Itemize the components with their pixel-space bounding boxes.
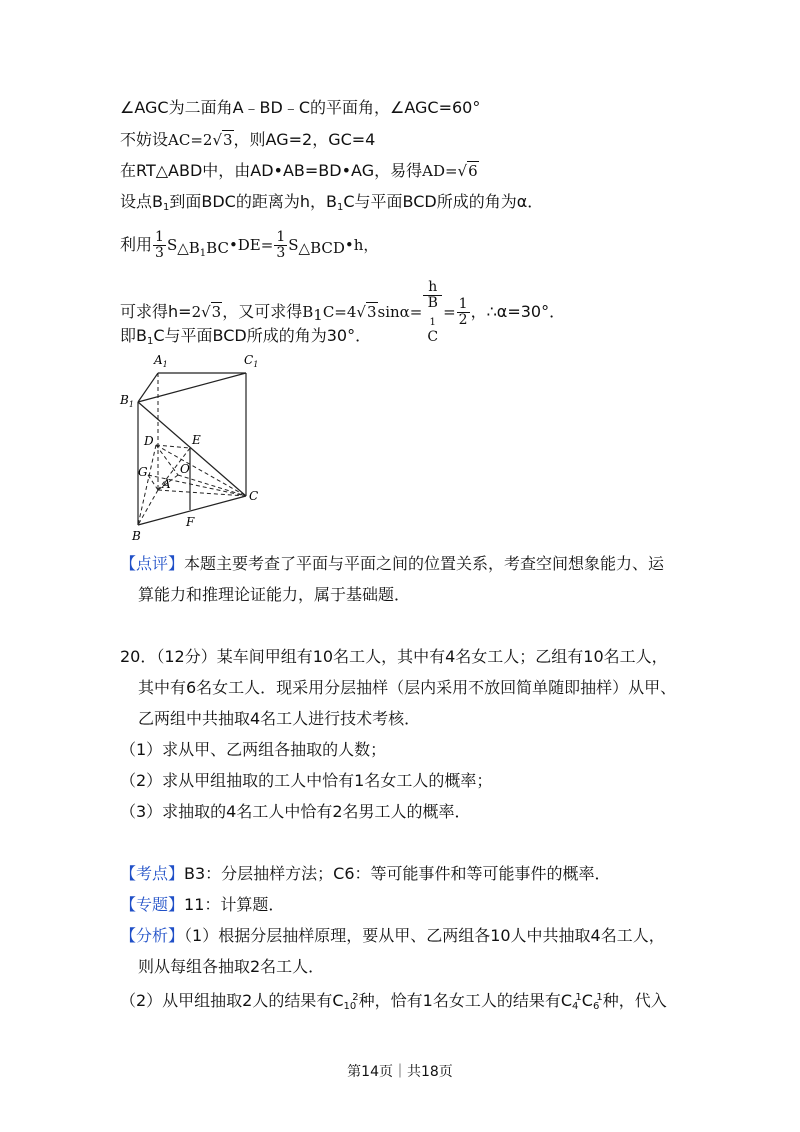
label-a1: $A_1$ (154, 353, 168, 369)
text: C与平面BCD所成的角为30°． (153, 326, 372, 345)
text-line (120, 191, 543, 219)
text: ，又可求得 (222, 302, 303, 321)
equation: S (166, 236, 178, 254)
fenxi-line (120, 925, 665, 947)
fraction: h B $_1$ C (423, 280, 442, 345)
text: 不妨设 (120, 130, 169, 149)
text-line (120, 129, 375, 151)
sqrt: √6 (457, 162, 478, 180)
text: （2）求从甲组抽取的工人中恰有1名女工人的概率； (120, 771, 493, 790)
label-c1: $C_1$ (244, 353, 259, 369)
question-part (120, 739, 386, 761)
subscript: 1 (336, 202, 344, 213)
text: （2）从甲组抽取2人的结果有C (120, 991, 344, 1010)
label-o: O (180, 462, 190, 476)
equation: B (302, 303, 314, 321)
kaodian-tag: 【考点】 (120, 864, 185, 883)
fenxi-line: （2）从甲组抽取2人的结果有$C_{10}^2$种，恰有1名女工人的结果有$C_4^1C_6^1$种，代入 (120, 991, 667, 1012)
comment-line (120, 553, 664, 575)
text: 乙两组中共抽取4名工人进行技术考核． (138, 709, 421, 728)
label-c: C (249, 489, 259, 503)
text: （1）求从甲、乙两组各抽取的人数； (120, 740, 387, 759)
zhuanti-tag: 【专题】 (120, 895, 185, 914)
text: 20．（12分）某车间甲组有10名工人，其中有4名女工人；乙组有10名工人， (120, 647, 668, 666)
text: 种，恰有1名女工人的结果有C (358, 991, 573, 1010)
sqrt: √3 (201, 303, 222, 321)
subscript: 1 (162, 202, 170, 213)
text: C与平面BCD所成的角为α． (343, 192, 544, 211)
label-b: B (132, 529, 141, 543)
text: 算能力和推理论证能力，属于基础题． (138, 585, 411, 604)
text: （3）求抽取的4名工人中恰有2名男工人的概率． (120, 802, 471, 821)
equation: AC=2 (168, 131, 213, 149)
text: （1）根据分层抽样原理，要从甲、乙两组各10人中共抽取4名工人， (184, 926, 665, 945)
fenxi-tag: 【分析】 (120, 926, 185, 945)
edge-b1-c1 (138, 373, 246, 402)
question-line (138, 677, 676, 699)
subscript: 1 (313, 306, 323, 324)
subscript: 1 (146, 336, 154, 347)
text: ∠AGC为二面角A﹣BD﹣C的平面角，∠AGC=60° (120, 98, 481, 117)
edge-b1-c (138, 402, 246, 496)
edge-a-b (138, 490, 158, 525)
text: 即B (120, 326, 147, 345)
equation: •DE= (228, 236, 274, 254)
page-footer: 第14页｜共18页 (347, 1064, 453, 1080)
zhuanti-line (120, 894, 284, 916)
edge-o-c (178, 475, 246, 496)
text: 可求得h= (120, 302, 192, 321)
text-line (120, 228, 378, 271)
text: B3：分层抽样方法；C6：等可能事件和等可能事件的概率． (184, 864, 611, 883)
edge-d-e (156, 445, 190, 448)
equation: •h， (344, 236, 379, 254)
kaodian-line (120, 863, 611, 885)
text: 设点B (120, 192, 163, 211)
radicand: 6 (468, 162, 478, 180)
equation: S (288, 236, 299, 254)
text: 利用 (120, 235, 153, 254)
text: 到面BDC的距离为h，B (169, 192, 337, 211)
edge-d-o (156, 445, 178, 475)
label-g: G (138, 465, 148, 479)
comment-tag: 【点评】 (120, 554, 185, 573)
sqrt: √3 (212, 131, 233, 149)
comment-line (138, 584, 410, 606)
text: 本题主要考查了平面与平面之间的位置关系，考查空间想象能力、运 (184, 554, 665, 573)
text: 则从每组各抽取2名工人． (138, 957, 325, 976)
text-line (120, 325, 371, 353)
text: ，则AG=2，GC=4 (233, 130, 376, 149)
text-line (120, 97, 480, 119)
fraction: $\frac{1}{2}$ (458, 296, 468, 328)
text: 其中有6名女工人．现采用分层抽样（层内采用不放回简单随即抽样）从甲、 (138, 678, 677, 697)
equation: C=4 (322, 303, 357, 321)
fraction: $\frac{1}{3}$ (276, 229, 286, 261)
label-b1: $B_1$ (120, 393, 134, 409)
subscript: △BCD (298, 239, 345, 257)
fraction: $\frac{1}{3}$ (155, 229, 164, 261)
radicand: 3 (223, 131, 233, 149)
equation: sinα= (377, 303, 423, 321)
label-f: F (186, 515, 195, 529)
label-e: E (192, 433, 201, 447)
question-line (120, 646, 668, 668)
question-line (138, 708, 420, 730)
text: 种，代入 (602, 991, 667, 1010)
label-d: D (144, 434, 154, 448)
text: ，∴α=30°． (470, 302, 566, 321)
equation: = (443, 303, 456, 321)
question-part (120, 770, 492, 792)
fenxi-line (138, 956, 324, 978)
subscript: △B1BC (177, 239, 229, 259)
edge-d-b (138, 445, 156, 525)
sqrt: √3 (356, 303, 377, 321)
equation: 2 (191, 303, 202, 321)
text-line (120, 160, 479, 182)
label-a: A (162, 477, 171, 491)
question-part (120, 801, 471, 823)
text: 11：计算题． (184, 895, 285, 914)
geometry-figure (118, 350, 278, 550)
equation: AD= (422, 162, 458, 180)
text: 在RT△ABD中，由AD•AB=BD•AG，易得 (120, 161, 423, 180)
